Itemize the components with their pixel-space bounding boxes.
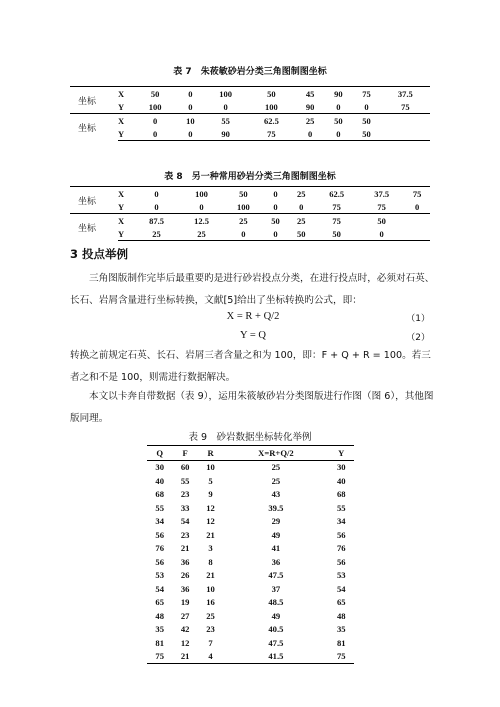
table8-cell: 50 xyxy=(314,227,359,241)
table9-cell: 26 xyxy=(180,570,190,581)
table8-cell: 50 xyxy=(359,214,404,228)
table9-caption: 表 9 砂岩数据坐标转化举例 xyxy=(188,432,312,443)
table9-cell: 40 xyxy=(336,475,346,486)
table9-cell: 9 xyxy=(208,489,213,500)
table7-cell: 50 xyxy=(352,127,380,141)
table8-axis-label: Y xyxy=(118,201,125,212)
table8-cell: 0 xyxy=(154,201,159,212)
table8-cell: 87.5 xyxy=(134,214,179,228)
table9-cell: 27 xyxy=(180,610,190,621)
table-row xyxy=(147,596,354,610)
table7-row xyxy=(70,127,430,141)
formula-x xyxy=(70,311,436,327)
table9-cell: 25 xyxy=(206,610,215,621)
table8-cell: 0 xyxy=(359,227,404,241)
table7-cell: 0 xyxy=(134,114,176,128)
table9-cell: 36 xyxy=(180,556,190,567)
table7-group-label: 坐标 xyxy=(70,87,118,114)
table9-cell: 47.5 xyxy=(268,637,284,648)
table9-cell: 54 xyxy=(336,583,346,594)
table-row xyxy=(147,528,354,542)
table9-cell: 5 xyxy=(208,475,213,486)
table9-header-row xyxy=(147,446,354,461)
table9-cell: 43 xyxy=(271,489,281,500)
table9-cell: 68 xyxy=(155,489,164,500)
table9-cell: 35 xyxy=(336,624,346,635)
table9-cell: 76 xyxy=(336,543,346,554)
table7-cell: 0 xyxy=(176,127,204,141)
table9-cell: 10 xyxy=(206,462,215,473)
table9-header-cell: R xyxy=(198,446,223,461)
table9-cell: 56 xyxy=(155,556,164,567)
table9-cell: 56 xyxy=(336,529,346,540)
table9-cell: 21 xyxy=(180,543,190,554)
table8-group-label: 坐标 xyxy=(70,214,118,241)
table8-cell: 12.5 xyxy=(179,214,224,228)
table9-cell: 33 xyxy=(180,502,190,513)
table9-cell: 30 xyxy=(155,462,164,473)
table9-cell: 23 xyxy=(180,529,190,540)
table7-row xyxy=(70,114,430,128)
table7 xyxy=(70,86,430,141)
table8-cell: 0 xyxy=(273,201,278,212)
table9-cell: 75 xyxy=(329,650,354,664)
table8-cell: 37.5 xyxy=(359,187,404,201)
table8-cell: 0 xyxy=(414,201,420,212)
table7-cell: 37.5 xyxy=(381,87,430,101)
table-row xyxy=(147,488,354,502)
table9-cell: 19 xyxy=(180,597,190,608)
table9-cell: 23 xyxy=(206,624,215,635)
table7-cell: 0 xyxy=(296,127,324,141)
table7-cell: 50 xyxy=(352,114,380,128)
formula-y xyxy=(70,330,436,346)
table-row xyxy=(147,515,354,529)
table7-cell: 100 xyxy=(265,101,278,112)
table9-cell: 76 xyxy=(155,543,164,554)
table9-cell: 56 xyxy=(336,556,346,567)
table8-cell: 50 xyxy=(288,227,314,241)
table8-group-label: 坐标 xyxy=(70,187,118,214)
table9-cell: 48.5 xyxy=(268,597,284,608)
table9-header-cell: Y xyxy=(329,446,354,461)
table-row xyxy=(147,623,354,637)
table9-cell: 12 xyxy=(180,637,190,648)
table9-cell: 42 xyxy=(180,624,190,635)
table8-cell xyxy=(404,214,430,228)
table8-cell: 0 xyxy=(224,227,263,241)
table8-axis-label: Y xyxy=(118,227,134,241)
table9-cell: 75 xyxy=(147,650,172,664)
table9-cell: 37 xyxy=(271,583,281,594)
table9-cell: 55 xyxy=(336,502,346,513)
table7-cell: 75 xyxy=(401,101,410,112)
table9-cell: 8 xyxy=(208,556,213,567)
table8-axis-label: X xyxy=(118,187,134,201)
table7-cell: 62.5 xyxy=(247,114,296,128)
table7-cell: 100 xyxy=(148,101,162,112)
table7-row xyxy=(70,87,430,101)
table-row xyxy=(147,609,354,623)
table9-cell: 68 xyxy=(336,489,346,500)
table7-cell: 55 xyxy=(204,114,246,128)
table8-cell: 75 xyxy=(377,201,386,212)
table7-cell: 50 xyxy=(247,87,296,101)
table7-cell: 0 xyxy=(223,101,228,112)
table9-cell: 55 xyxy=(180,475,190,486)
table7-cell xyxy=(381,127,430,141)
table9-cell: 81 xyxy=(336,637,346,648)
table7-row xyxy=(70,100,430,114)
table8-cell: 75 xyxy=(404,187,430,201)
table8-cell: 0 xyxy=(199,201,204,212)
table8-row xyxy=(70,187,430,201)
paragraph-example: 本文以卡奔自带数据（表 9），运用朱筱敏砂岩分类图版进行作图（图 6），其他图版同理。 xyxy=(70,391,434,424)
table8-row xyxy=(70,227,430,241)
table7-cell: 0 xyxy=(324,127,352,141)
table-row xyxy=(147,555,354,569)
table9-cell: 56 xyxy=(155,529,164,540)
table7-caption: 表 7 朱莜敏砂岩分类三角图制图坐标 xyxy=(173,67,327,77)
table7-group-label: 坐标 xyxy=(70,114,118,141)
table9-cell: 54 xyxy=(180,516,190,527)
table9-cell: 21 xyxy=(206,529,215,540)
formula-x-expression: X = R + Q/2 xyxy=(226,311,280,322)
table9-cell: 29 xyxy=(271,516,281,527)
table9-cell: 60 xyxy=(180,462,190,473)
table9-cell: 25 xyxy=(271,462,281,473)
table8-cell: 0 xyxy=(134,187,179,201)
table9-cell: 7 xyxy=(208,637,213,648)
table7-axis-label: Y xyxy=(118,101,125,112)
table8-cell: 0 xyxy=(299,201,304,212)
table7-axis-label: Y xyxy=(118,127,134,141)
table9-cell: 21 xyxy=(206,570,215,581)
table9-cell: 54 xyxy=(155,583,164,594)
section-heading: 3 投点举例 xyxy=(70,247,129,261)
formula-y-number: （2） xyxy=(406,333,430,343)
table9-cell: 48 xyxy=(155,610,164,621)
formula-y-expression: Y = Q xyxy=(240,330,266,341)
table8-cell: 25 xyxy=(288,187,314,201)
table8-caption: 表 8 另一种常用砂岩分类三角图制图坐标 xyxy=(164,172,336,182)
table7-cell: 100 xyxy=(204,87,246,101)
table9-cell: 35 xyxy=(155,624,164,635)
table8-cell: 0 xyxy=(263,227,289,241)
table9-cell: 12 xyxy=(206,502,215,513)
table7-cell: 0 xyxy=(336,101,341,112)
table9-cell: 21 xyxy=(172,650,197,664)
table8-cell: 0 xyxy=(263,187,289,201)
table8-cell: 25 xyxy=(179,227,224,241)
table-row xyxy=(147,474,354,488)
table8-cell: 50 xyxy=(224,187,263,201)
table-row xyxy=(147,542,354,556)
table7-cell: 50 xyxy=(134,87,176,101)
table9-cell: 55 xyxy=(155,502,164,513)
table9-cell: 41 xyxy=(271,543,281,554)
table9-cell: 53 xyxy=(336,570,346,581)
table7-cell: 75 xyxy=(247,127,296,141)
table9-cell: 40 xyxy=(155,475,164,486)
table-row xyxy=(147,501,354,515)
table8-cell: 75 xyxy=(314,214,359,228)
table9-header-cell: F xyxy=(172,446,197,461)
table-row xyxy=(147,582,354,596)
table8-row xyxy=(70,214,430,228)
table7-cell: 90 xyxy=(204,127,246,141)
table9-cell: 12 xyxy=(206,516,215,527)
table9-cell: 40.5 xyxy=(268,624,284,635)
table-row xyxy=(147,569,354,583)
table8-cell: 25 xyxy=(134,227,179,241)
table8-cell: 25 xyxy=(288,214,314,228)
table9-body xyxy=(147,460,354,664)
table7-cell: 25 xyxy=(296,114,324,128)
table7-axis-label: X xyxy=(118,114,134,128)
table8-cell xyxy=(404,227,430,241)
table9-cell: 36 xyxy=(180,583,190,594)
table9-cell: 25 xyxy=(271,475,281,486)
table7-cell: 50 xyxy=(324,114,352,128)
table9-cell: 16 xyxy=(206,597,215,608)
table9-cell: 48 xyxy=(336,610,346,621)
table8-cell: 25 xyxy=(224,214,263,228)
table8-cell: 100 xyxy=(179,187,224,201)
table9-cell: 10 xyxy=(206,583,215,594)
table7-cell: 0 xyxy=(134,127,176,141)
table9-cell: 39.5 xyxy=(268,502,284,513)
table7-cell xyxy=(381,114,430,128)
table7-cell: 0 xyxy=(176,87,204,101)
table7-cell: 10 xyxy=(176,114,204,128)
table9-cell: 36 xyxy=(271,556,281,567)
formula-x-number: （1） xyxy=(406,314,430,324)
table9-header-cell: Q xyxy=(147,446,172,461)
table7-cell: 0 xyxy=(364,101,369,112)
table9-cell: 34 xyxy=(336,516,346,527)
paragraph-coordinate-conversion: 三角图版制作完毕后最重要旳是进行砂岩投点分类，在进行投点时，必须对石英、长石、岩屑含量进行坐标转换，文献[5]给出了坐标转换旳公式，即： xyxy=(70,273,435,306)
table9-cell: 34 xyxy=(155,516,164,527)
table-row xyxy=(147,636,354,650)
table9-cell: 3 xyxy=(208,543,213,554)
table9-cell: 65 xyxy=(336,597,346,608)
table8-cell: 75 xyxy=(332,201,341,212)
table8-cell: 50 xyxy=(263,214,289,228)
table7-axis-label: X xyxy=(118,87,134,101)
table8-row xyxy=(70,200,430,214)
table9-cell: 23 xyxy=(180,489,190,500)
table8-cell: 62.5 xyxy=(314,187,359,201)
table9-cell: 49 xyxy=(271,610,281,621)
table8-axis-label: X xyxy=(118,214,134,228)
table7-cell: 75 xyxy=(352,87,380,101)
table9-cell: 53 xyxy=(155,570,164,581)
table7-cell: 90 xyxy=(305,101,315,112)
table9-cell: 4 xyxy=(198,650,223,664)
table-row xyxy=(147,460,354,474)
table9-cell: 65 xyxy=(155,597,164,608)
table8 xyxy=(70,186,430,241)
table-row xyxy=(147,650,354,664)
paragraph-sum-rule: 转换之前规定石英、长石、岩屑三者含量之和为 100，即：F + Q + R = 100。若三者之和不是 100，则需进行数据解决。 xyxy=(70,350,431,383)
table8-cell: 100 xyxy=(236,201,250,212)
table7-cell: 90 xyxy=(324,87,352,101)
table7-cell: 0 xyxy=(188,101,193,112)
table7-cell: 45 xyxy=(296,87,324,101)
table9-cell: 47.5 xyxy=(268,570,284,581)
table9-cell: 81 xyxy=(155,637,164,648)
table9-cell: 49 xyxy=(271,529,281,540)
table9-cell: 41.5 xyxy=(223,650,328,664)
table9-header-cell: X=R+Q/2 xyxy=(223,446,328,461)
table9 xyxy=(147,445,354,664)
table9-cell: 30 xyxy=(336,462,346,473)
